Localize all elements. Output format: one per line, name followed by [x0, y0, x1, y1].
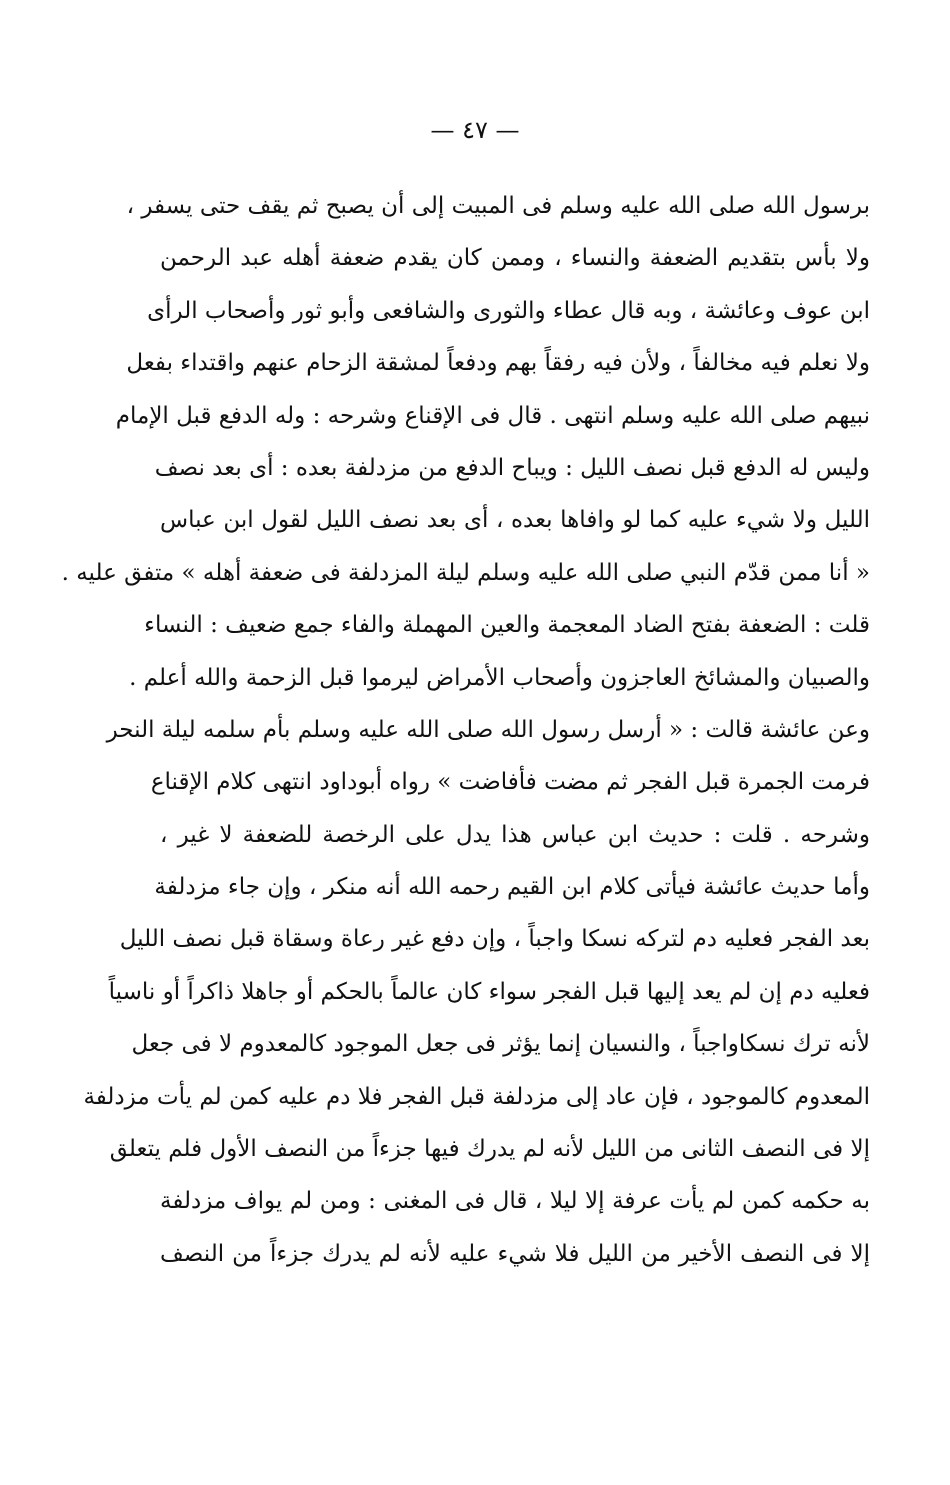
text-line: لأنه ترك نسكاواجباً ، والنسيان إنما يؤثر فى جعل الموجود كالمعدوم لا فى جعل [131, 1031, 870, 1058]
text-line: فرمت الجمرة قبل الفجر ثم مضت فأفاضت » رواه أبوداود انتهى كلام الإقناع [150, 769, 870, 796]
text-line: وعن عائشة قالت : « أرسل رسول الله صلى الله عليه وسلم بأم سلمه ليلة النحر [106, 716, 870, 743]
text-line: بعد الفجر فعليه دم لتركه نسكا واجباً ، وإن دفع غير رعاة وسقاة قبل نصف الليل [119, 926, 870, 953]
text-line: برسول الله صلى الله عليه وسلم فى المبيت إلى أن يصبح ثم يقف حتى يسفر ، [126, 193, 870, 219]
text-line: فعليه دم إن لم يعد إليها قبل الفجر سواء كان عالماً بالحكم أو جاهلا ذاكراً أو ناسياً [108, 978, 870, 1005]
text-line: إلا فى النصف الأخير من الليل فلا شيء عليه لأنه لم يدرك جزءاً من النصف [160, 1240, 870, 1267]
text-line: « أنا ممن قدّم النبي صلى الله عليه وسلم ليلة المزدلفة فى ضعفة أهله » متفق عليه . [61, 559, 870, 586]
text-line: إلا فى النصف الثانى من الليل لأنه لم يدرك فيها جزءاً من النصف الأول فلم يتعلق [109, 1136, 870, 1163]
page-number: — ٤٧ — [430, 116, 520, 144]
text-line: ابن عوف وعائشة ، وبه قال عطاء والثورى والشافعى وأبو ثور وأصحاب الرأى [147, 297, 870, 324]
text-line: قلت : الضعفة بفتح الضاد المعجمة والعين المهملة والفاء جمع ضعيف : النساء [144, 612, 870, 639]
text-line: ولا نعلم فيه مخالفاً ، ولأن فيه رفقاً بهم ودفعاً لمشقة الزحام عنهم واقتداء بفعل [126, 350, 870, 377]
text-line: به حكمه كمن لم يأت عرفة إلا ليلا ، قال فى المغنى : ومن لم يواف مزدلفة [160, 1188, 870, 1215]
text-line: وشرحه . قلت : حديث ابن عباس هذا يدل على الرخصة للضعفة لا غير ، [160, 821, 870, 848]
text-line: والصبيان والمشائخ العاجزون وأصحاب الأمراض ليرموا قبل الزحمة والله أعلم . [129, 664, 870, 691]
text-line: ولا بأس بتقديم الضعفة والنساء ، وممن كان يقدم ضعفة أهله عبد الرحمن [160, 245, 870, 272]
text-line: نبيهم صلى الله عليه وسلم انتهى . قال فى الإقناع وشرحه : وله الدفع قبل الإمام [115, 402, 870, 429]
text-line: وليس له الدفع قبل نصف الليل : ويباح الدفع من مزدلفة بعده : أى بعد نصف [154, 454, 870, 481]
body-text [61, 180, 870, 1280]
text-line: وأما حديث عائشة فيأتى كلام ابن القيم رحمه الله أنه منكر ، وإن جاء مزدلفة [154, 874, 870, 901]
text-line: الليل ولا شيء عليه كما لو وافاها بعده ، أى بعد نصف الليل لقول ابن عباس [160, 507, 870, 534]
text-line: المعدوم كالموجود ، فإن عاد إلى مزدلفة قبل الفجر فلا دم عليه كمن لم يأت مزدلفة [83, 1083, 870, 1110]
